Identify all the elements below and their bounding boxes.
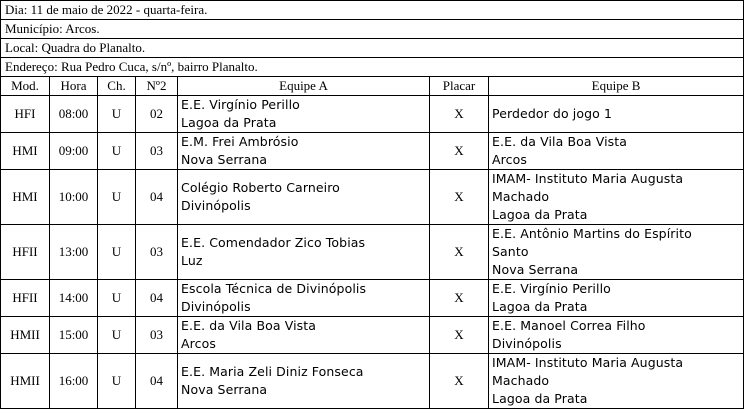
table-row xyxy=(1,133,744,170)
table-row xyxy=(1,96,744,133)
team-b-line-2: Machado xyxy=(492,373,550,388)
cell-n: 04 xyxy=(136,354,178,409)
team-a-name: E.E. Comendador Zico Tobias xyxy=(181,235,366,250)
table-row xyxy=(1,280,744,317)
cell-ch: U xyxy=(98,225,136,280)
cell-mod: HMI xyxy=(1,133,50,170)
team-b-line-1: Perdedor do jogo 1 xyxy=(492,106,613,121)
cell-hora: 13:00 xyxy=(50,225,98,280)
cell-equipe-b xyxy=(489,354,744,409)
cell-equipe-b xyxy=(489,96,744,133)
cell-mod: HFII xyxy=(1,225,50,280)
cell-placar: X xyxy=(430,133,489,170)
cell-hora: 10:00 xyxy=(50,170,98,225)
event-municipality: Município: Arcos. xyxy=(1,20,744,39)
team-b-line-3: Lagoa da Prata xyxy=(492,391,588,406)
team-a-city: Nova Serrana xyxy=(181,152,268,167)
team-a-city: Divinópolis xyxy=(181,198,251,213)
cell-ch: U xyxy=(98,170,136,225)
col-header-placar: Placar xyxy=(430,77,489,96)
cell-mod: HMI xyxy=(1,170,50,225)
cell-n: 04 xyxy=(136,280,178,317)
col-header-n2: Nº2 xyxy=(136,77,178,96)
cell-hora: 09:00 xyxy=(50,133,98,170)
cell-equipe-a xyxy=(178,354,430,409)
table-row xyxy=(1,170,744,225)
cell-placar: X xyxy=(430,170,489,225)
cell-n: 03 xyxy=(136,225,178,280)
team-b-line-3: Lagoa da Prata xyxy=(492,207,588,222)
event-location: Local: Quadra do Planalto. xyxy=(1,39,744,58)
team-b-line-2: Santo xyxy=(492,244,529,259)
col-header-hora: Hora xyxy=(50,77,98,96)
cell-placar: X xyxy=(430,354,489,409)
cell-hora: 16:00 xyxy=(50,354,98,409)
cell-equipe-b xyxy=(489,317,744,354)
team-a-city: Lagoa da Prata xyxy=(181,115,277,130)
cell-equipe-b xyxy=(489,133,744,170)
team-b-line-1: E.E. da Vila Boa Vista xyxy=(492,134,628,149)
team-b-line-2: Divinópolis xyxy=(492,336,562,351)
team-a-city: Divinópolis xyxy=(181,299,251,314)
team-a-name: Colégio Roberto Carneiro xyxy=(181,180,340,195)
cell-n: 04 xyxy=(136,170,178,225)
cell-n: 03 xyxy=(136,133,178,170)
cell-mod: HMII xyxy=(1,317,50,354)
cell-placar: X xyxy=(430,317,489,354)
cell-equipe-b xyxy=(489,225,744,280)
col-header-ch: Ch. xyxy=(98,77,136,96)
team-a-name: E.E. Virgínio Perillo xyxy=(181,97,300,112)
team-a-name: Escola Técnica de Divinópolis xyxy=(181,281,367,296)
team-a-name: E.E. da Vila Boa Vista xyxy=(181,318,317,333)
cell-equipe-a xyxy=(178,170,430,225)
team-b-line-1: E.E. Manoel Correa Filho xyxy=(492,318,646,333)
cell-placar: X xyxy=(430,280,489,317)
cell-ch: U xyxy=(98,354,136,409)
cell-equipe-b xyxy=(489,170,744,225)
event-address: Endereço: Rua Pedro Cuca, s/nº, bairro Planalto. xyxy=(1,58,744,77)
event-date: Dia: 11 de maio de 2022 - quarta-feira. xyxy=(1,1,744,20)
cell-mod: HMII xyxy=(1,354,50,409)
cell-equipe-a xyxy=(178,96,430,133)
col-header-equipe-b: Equipe B xyxy=(489,77,744,96)
cell-ch: U xyxy=(98,133,136,170)
cell-equipe-a xyxy=(178,317,430,354)
team-a-name: E.M. Frei Ambrósio xyxy=(181,134,299,149)
cell-equipe-b xyxy=(489,280,744,317)
team-b-line-1: IMAM- Instituto Maria Augusta xyxy=(492,355,684,370)
team-a-city: Nova Serrana xyxy=(181,382,268,397)
cell-equipe-a xyxy=(178,133,430,170)
cell-ch: U xyxy=(98,96,136,133)
team-a-city: Luz xyxy=(181,253,203,268)
cell-hora: 14:00 xyxy=(50,280,98,317)
header-row xyxy=(1,77,744,96)
cell-placar: X xyxy=(430,96,489,133)
team-b-line-2: Machado xyxy=(492,189,550,204)
table-row xyxy=(1,354,744,409)
cell-equipe-a xyxy=(178,225,430,280)
team-b-line-2: Lagoa da Prata xyxy=(492,299,588,314)
team-b-line-3: Nova Serrana xyxy=(492,262,579,277)
col-header-mod: Mod. xyxy=(1,77,50,96)
team-b-line-1: E.E. Antônio Martins do Espírito xyxy=(492,226,692,241)
cell-hora: 08:00 xyxy=(50,96,98,133)
cell-hora: 15:00 xyxy=(50,317,98,354)
cell-mod: HFI xyxy=(1,96,50,133)
table-row xyxy=(1,225,744,280)
team-b-line-2: Arcos xyxy=(492,152,527,167)
cell-mod: HFII xyxy=(1,280,50,317)
cell-equipe-a xyxy=(178,280,430,317)
cell-n: 02 xyxy=(136,96,178,133)
cell-ch: U xyxy=(98,317,136,354)
team-b-line-1: IMAM- Instituto Maria Augusta xyxy=(492,171,684,186)
team-a-city: Arcos xyxy=(181,336,216,351)
cell-ch: U xyxy=(98,280,136,317)
team-a-name: E.E. Maria Zeli Diniz Fonseca xyxy=(181,364,364,379)
cell-n: 03 xyxy=(136,317,178,354)
team-b-line-1: E.E. Virgínio Perillo xyxy=(492,281,611,296)
cell-placar: X xyxy=(430,225,489,280)
col-header-equipe-a: Equipe A xyxy=(178,77,430,96)
table-row xyxy=(1,317,744,354)
